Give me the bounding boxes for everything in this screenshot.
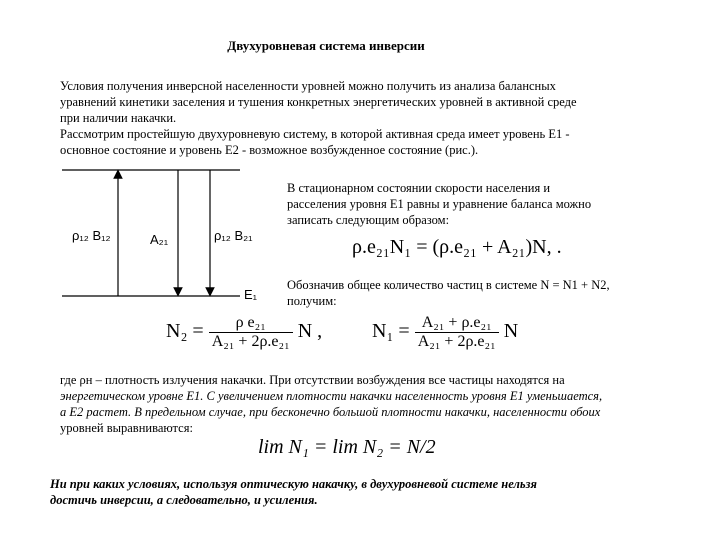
intro-line: Условия получения инверсной населенности уровней можно получить из анализа балансных (60, 79, 556, 93)
total-paragraph (287, 277, 647, 309)
equation-n1 (372, 314, 518, 351)
n2-lhs: N₂ = (166, 320, 204, 343)
n2-numerator: ρ e₂₁ (209, 314, 293, 333)
balance-equation-body: ρ.e₂₁N₁ = (ρ.e₂₁ + A₂₁)N, (352, 236, 552, 258)
pump-line: где ρн – плотность излучения накачки. При отсутствии возбуждения все частицы находятся на (60, 373, 565, 387)
n1-denominator: A₂₁ + 2ρ.e₂₁ (417, 333, 496, 350)
conclusion-line: Ни при каких условиях, используя оптическую накачку, в двухуровневой системе нельзя (50, 477, 537, 491)
label-spontaneous: A₂₁ (150, 232, 169, 247)
n2-rhs: N , (297, 320, 323, 343)
pump-line: а E2 растет. В предельном случае, при бесконечно большой плотности накачки, населенности обоих (60, 405, 601, 419)
conclusion-line: достичь инверсии, а следовательно, и усиления. (50, 493, 318, 507)
pump-paragraph (60, 372, 660, 436)
stationary-line: записать следующим образом: (287, 213, 450, 227)
intro-line: Рассмотрим простейшую двухуровневую систему, в которой активная среда имеет уровень E1 - (60, 127, 570, 141)
intro-line: уравнений кинетики заселения и тушения конкретных энергетических уровней в активной среде (60, 95, 577, 109)
intro-paragraph (60, 78, 660, 158)
n1-numerator: A₂₁ + ρ.e₂₁ (415, 314, 499, 333)
label-stimulated: ρ₁₂ B₂₁ (214, 228, 253, 243)
balance-equation-trail: . (556, 236, 562, 258)
label-absorption: ρ₁₂ B₁₂ (72, 228, 111, 243)
total-line: Обозначив общее количество частиц в системе N = N1 + N2, (287, 278, 610, 292)
intro-line: основное состояние и уровень E2 - возможное возбужденное состояние (рис.). (60, 143, 479, 157)
page-title: Двухуровневая система инверсии (227, 38, 425, 53)
equation-n2 (166, 314, 322, 351)
pump-line: энергетическом уровне E1. С увеличением плотности накачки населенность уровня E1 уменьшается, (60, 389, 603, 403)
n1-lhs: N₁ = (372, 320, 410, 343)
pump-line: уровней выравниваются: (60, 421, 193, 435)
n2-fraction (209, 314, 293, 351)
total-line: получим: (287, 294, 337, 308)
intro-line: при наличии накачки. (60, 111, 177, 125)
stationary-paragraph (287, 180, 647, 228)
label-level-e1: E₁ (244, 287, 258, 302)
n1-rhs: N (503, 320, 519, 343)
conclusion-paragraph (50, 476, 670, 508)
balance-equation (352, 236, 562, 259)
stationary-line: расселения уровня E1 равны и уравнение баланса можно (287, 197, 592, 211)
n2-denominator: A₂₁ + 2ρ.e₂₁ (211, 333, 290, 350)
n1-fraction (415, 314, 499, 351)
stationary-line: В стационарном состоянии скорости населения и (287, 181, 551, 195)
limit-equation: lim N₁ = lim N₂ = N/2 (258, 436, 436, 458)
